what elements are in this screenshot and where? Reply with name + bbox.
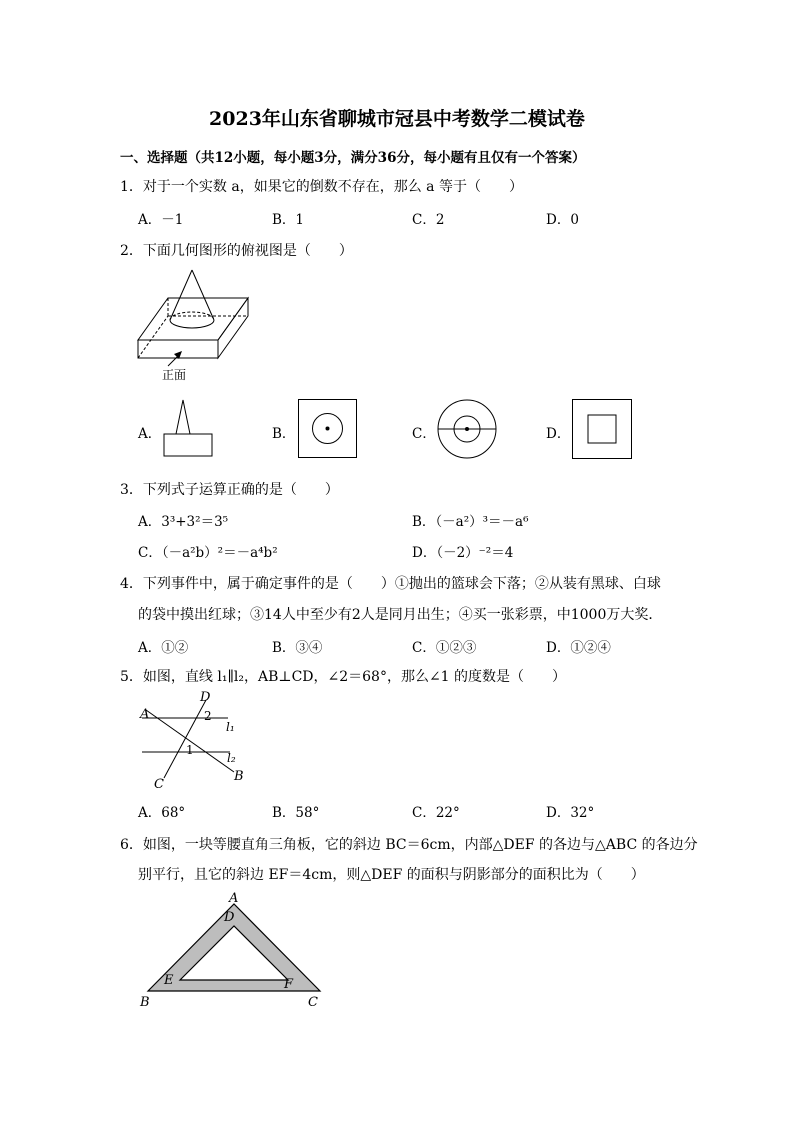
q1-option-a: A．－1	[138, 212, 184, 228]
q2-solid-figure	[130, 266, 260, 386]
page-title: 2023年山东省聊城市冠县中考数学二模试卷	[209, 108, 585, 130]
label-d: D	[224, 910, 235, 925]
label-angle-1: 1	[186, 743, 194, 757]
label-a: A	[140, 707, 150, 722]
q3-option-a: A．3³+3²＝3⁵	[138, 514, 229, 530]
question-6-stem-line-1: 6．如图，一块等腰直角三角板，它的斜边 BC＝6cm，内部△DEF 的各边与△ABC 的各边分	[120, 837, 698, 853]
q2-option-b: B．	[272, 426, 296, 442]
question-5-stem: 5．如图，直线 l₁∥l₂，AB⊥CD，∠2＝68°，那么∠1 的度数是（ ）	[120, 669, 567, 685]
q2-option-c-figure	[436, 399, 498, 461]
label-f: F	[284, 977, 294, 992]
label-l2: l₂	[227, 751, 236, 765]
question-6-stem-line-2: 别平行，且它的斜边 EF＝4cm，则△DEF 的面积与阴影部分的面积比为（ ）	[138, 867, 645, 883]
question-2-stem: 2．下面几何图形的俯视图是（ ）	[120, 243, 353, 259]
label-d: D	[200, 690, 211, 705]
q3-option-d: D．（－2）⁻²＝4	[412, 545, 514, 561]
q2-option-d-figure	[572, 399, 634, 461]
q2-option-a: A．	[138, 426, 162, 442]
label-c: C	[154, 777, 164, 792]
label-b: B	[140, 995, 150, 1010]
q5-option-b: B．58°	[272, 805, 320, 821]
q1-option-c: C．2	[412, 212, 445, 228]
q3-option-b: B．（－a²）³＝－a⁶	[412, 514, 529, 530]
question-3-stem: 3．下列式子运算正确的是（ ）	[120, 482, 339, 498]
section-heading: 一、选择题（共12小题，每小题3分，满分36分，每小题有且仅有一个答案）	[120, 150, 586, 166]
q2-option-b-figure	[298, 399, 358, 459]
q4-option-a: A．①②	[138, 640, 189, 656]
label-angle-2: 2	[204, 709, 212, 723]
q2-option-c: C．	[412, 426, 436, 442]
q2-option-d: D．	[546, 426, 571, 442]
q5-option-c: C．22°	[412, 805, 460, 821]
q2-option-a-figure	[160, 396, 216, 460]
q3-option-c: C．（－a²b）²＝－a⁴b²	[138, 545, 278, 561]
label-l1: l₁	[226, 720, 235, 734]
label-c: C	[308, 995, 318, 1010]
q4-option-b: B．③④	[272, 640, 323, 656]
question-4-stem-line-1: 4．下列事件中，属于确定事件的是（ ）①抛出的篮球会下落；②从装有黑球、白球	[120, 576, 661, 592]
q1-option-d: D．0	[546, 212, 579, 228]
q5-option-d: D．32°	[546, 805, 595, 821]
q4-option-c: C．①②③	[412, 640, 477, 656]
label-e: E	[164, 973, 174, 988]
question-4-stem-line-2: 的袋中摸出红球；③14人中至少有2人是同月出生；④买一张彩票，中1000万大奖．	[138, 607, 663, 623]
label-b: B	[234, 769, 244, 784]
line-cd	[164, 700, 206, 778]
label-a: A	[229, 891, 239, 906]
line-ab	[146, 710, 234, 772]
question-1-stem: 1．对于一个实数 a，如果它的倒数不存在，那么 a 等于（ ）	[120, 179, 523, 195]
q4-option-d: D．①②④	[546, 640, 611, 656]
q5-parallel-lines-figure	[136, 688, 256, 792]
q1-option-b: B．1	[272, 212, 305, 228]
q5-option-a: A．68°	[138, 805, 186, 821]
q6-triangle-figure	[136, 888, 336, 1012]
front-label: 正面	[162, 368, 187, 382]
